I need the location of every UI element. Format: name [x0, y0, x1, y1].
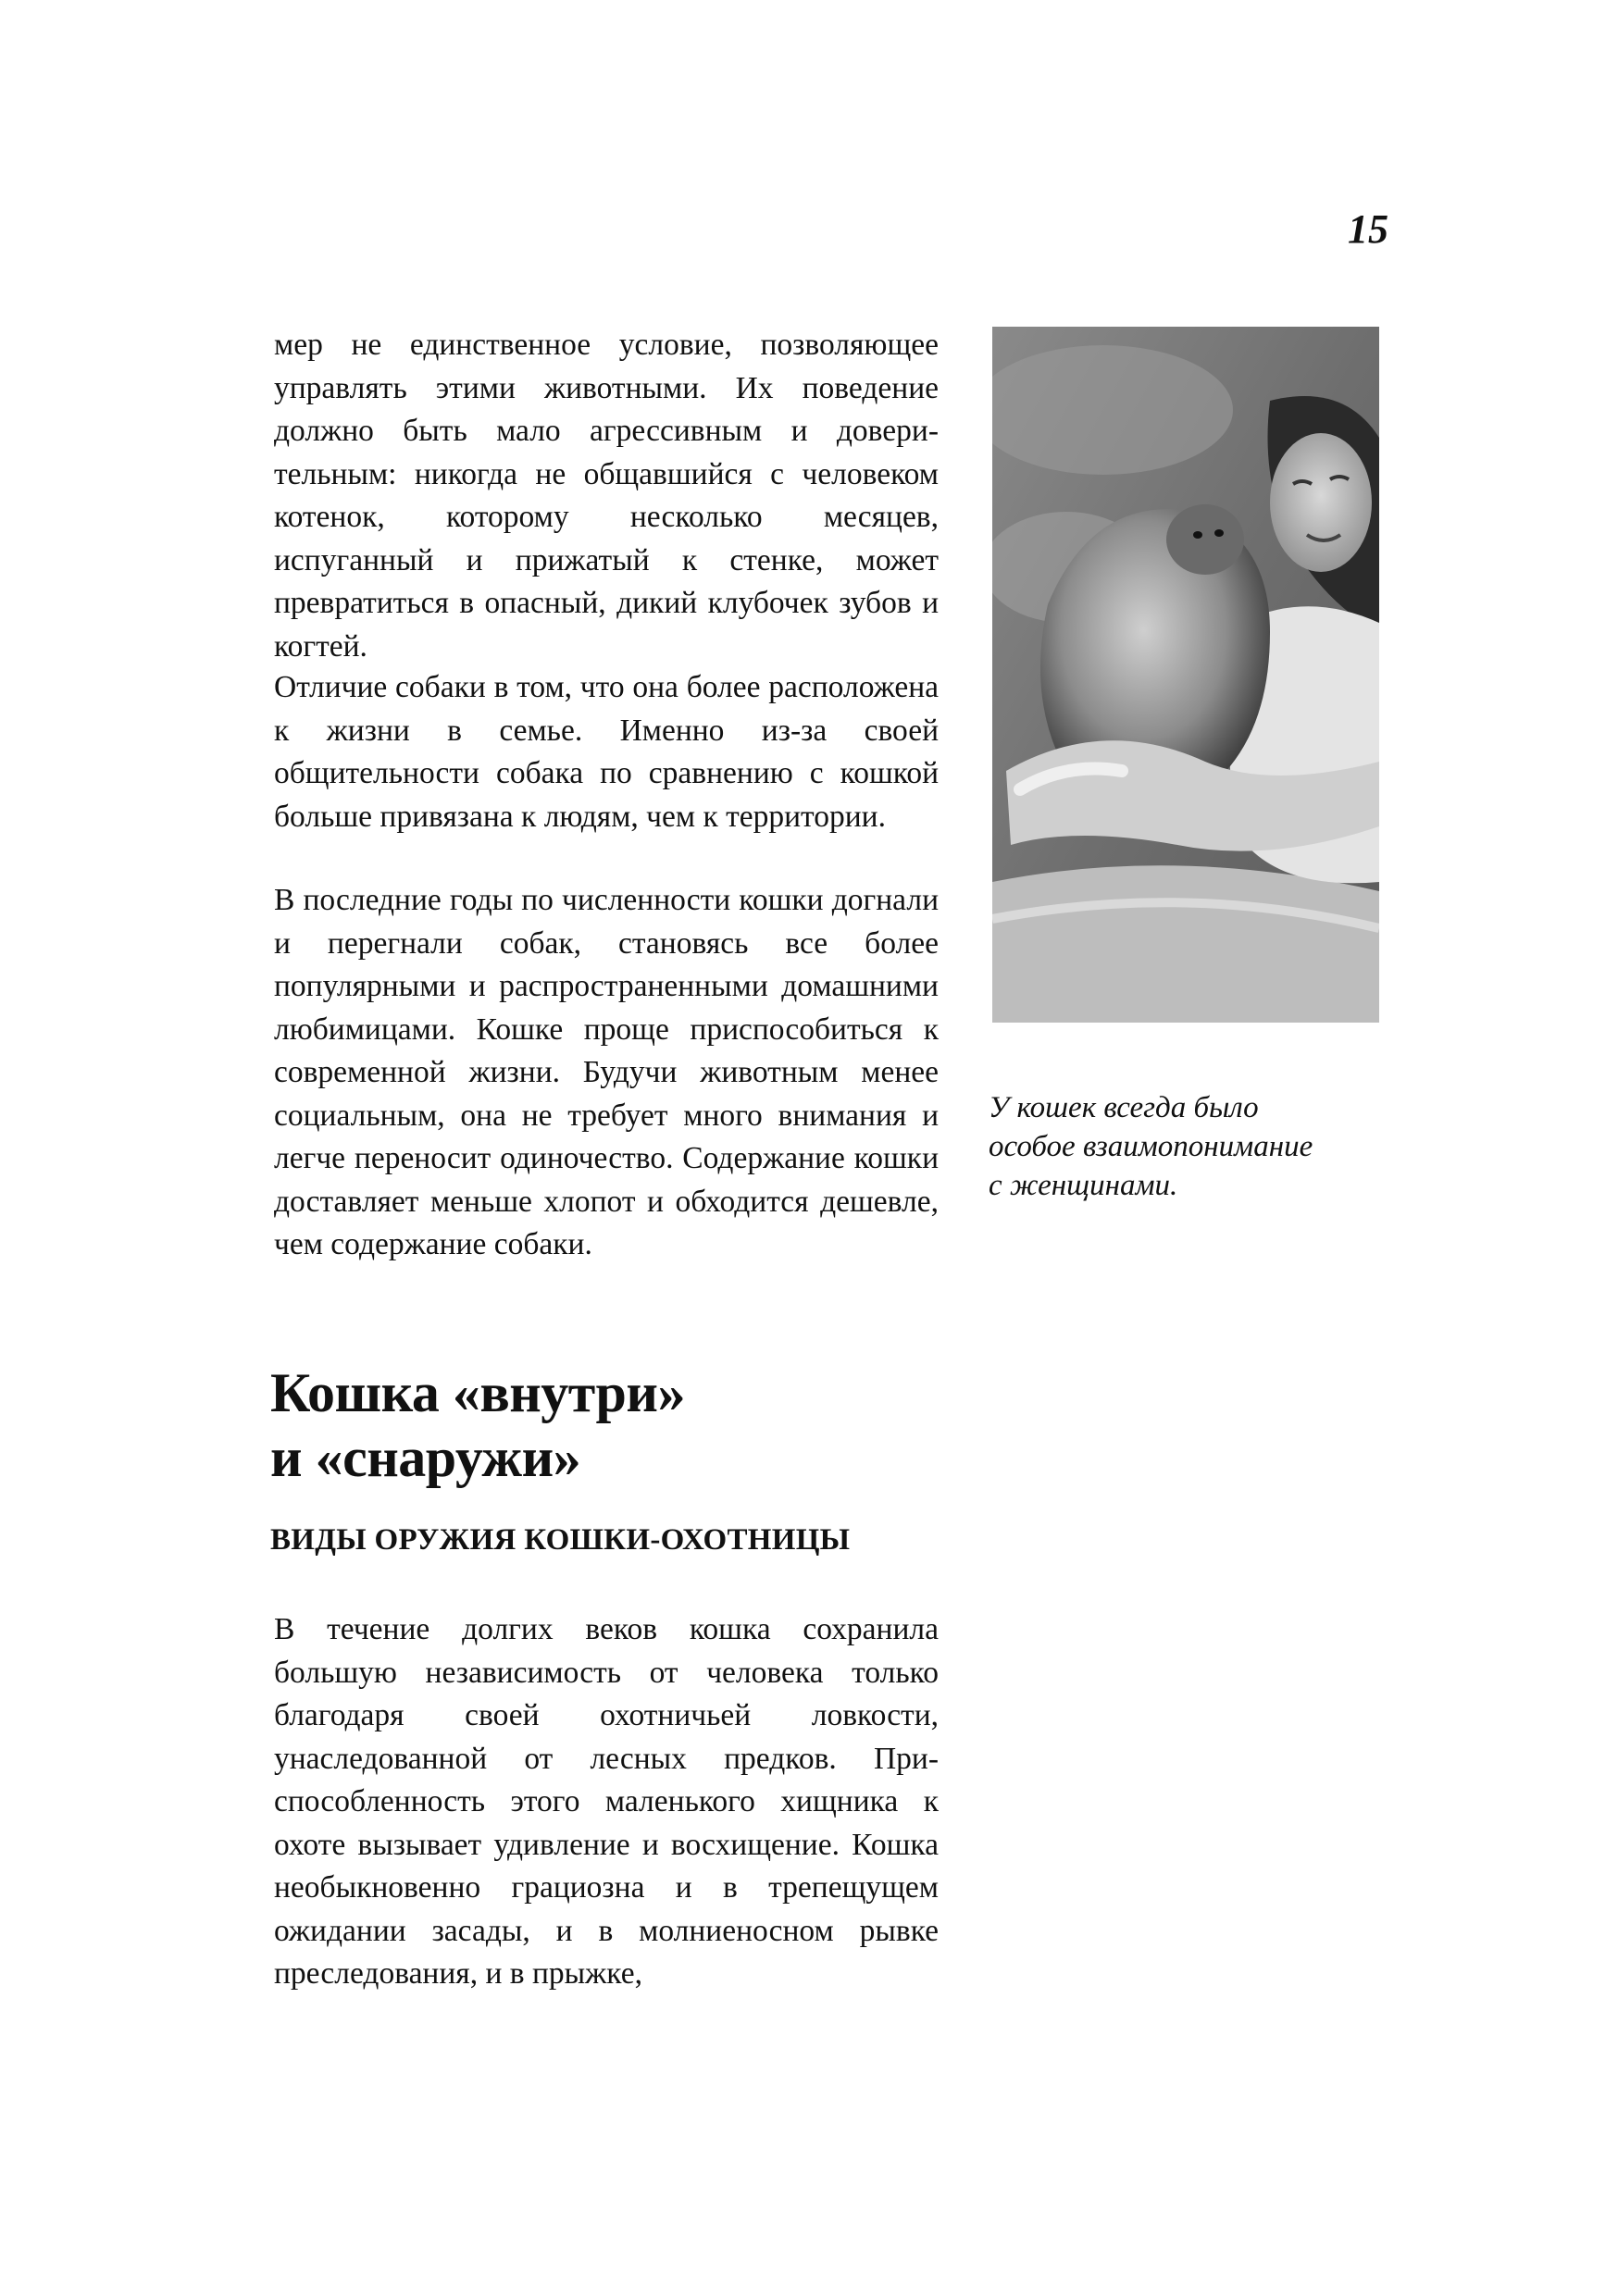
body-paragraph-1: мер не единственное условие, позволяющее управлять этими животными. Их поведение должно быть мало агрессивным и доверительным: никогда не общавшийся с человеком котенок, которому несколько месяцев, испуганный и прижатый к стенке, может превратиться в опасный, дикий клубочек зубов и когтей. [274, 328, 939, 664]
caption-line: У кошек всегда было [989, 1091, 1259, 1124]
caption-line: с женщинами. [989, 1169, 1178, 1202]
page-number: 15 [1348, 206, 1388, 252]
section-subheading: ВИДЫ ОРУЖИЯ КОШКИ-ОХОТНИЦЫ [270, 1523, 851, 1557]
heading-line: и «снаружи» [270, 1427, 581, 1488]
heading-line: Кошка «внутри» [270, 1362, 685, 1423]
photo-illustration [992, 327, 1379, 1023]
body-paragraph-4: В течение долгих веков кошка сохранила большую независимость от человека только благодаря своей охотничьей ловкости, унаследованной от лесных предков. Приспособленность этого маленького хищника к охоте вызывает удивление и восхищение. Кошка необыкновенно грациозна и в трепещущем ожидании засады, и в молниеносном рывке преследования, и в прыжке, [274, 1612, 939, 1991]
body-paragraph-2: Отличие собаки в том, что она более расположена к жизни в семье. Именно из-за своей общительности собака по сравнению с кошкой больше привязана к людям, чем к территории. [274, 670, 939, 834]
section-heading [270, 1360, 974, 1490]
photo-caption [989, 1088, 1387, 1205]
caption-line: особое взаимопонимание [989, 1130, 1313, 1163]
body-paragraph-3: В последние годы по численности кошки догнали и перегнали собак, становясь все более популярными и распространенными домашними любимицами. Кошке проще приспособиться к современной жизни. Будучи животным менее социальным, она не требует много внимания и легче переносит одиночество. Содержание кошки доставляет меньше хлопот и обходится дешевле, чем содержание собаки. [274, 883, 939, 1261]
woman-holding-cat-photo [992, 327, 1379, 1023]
